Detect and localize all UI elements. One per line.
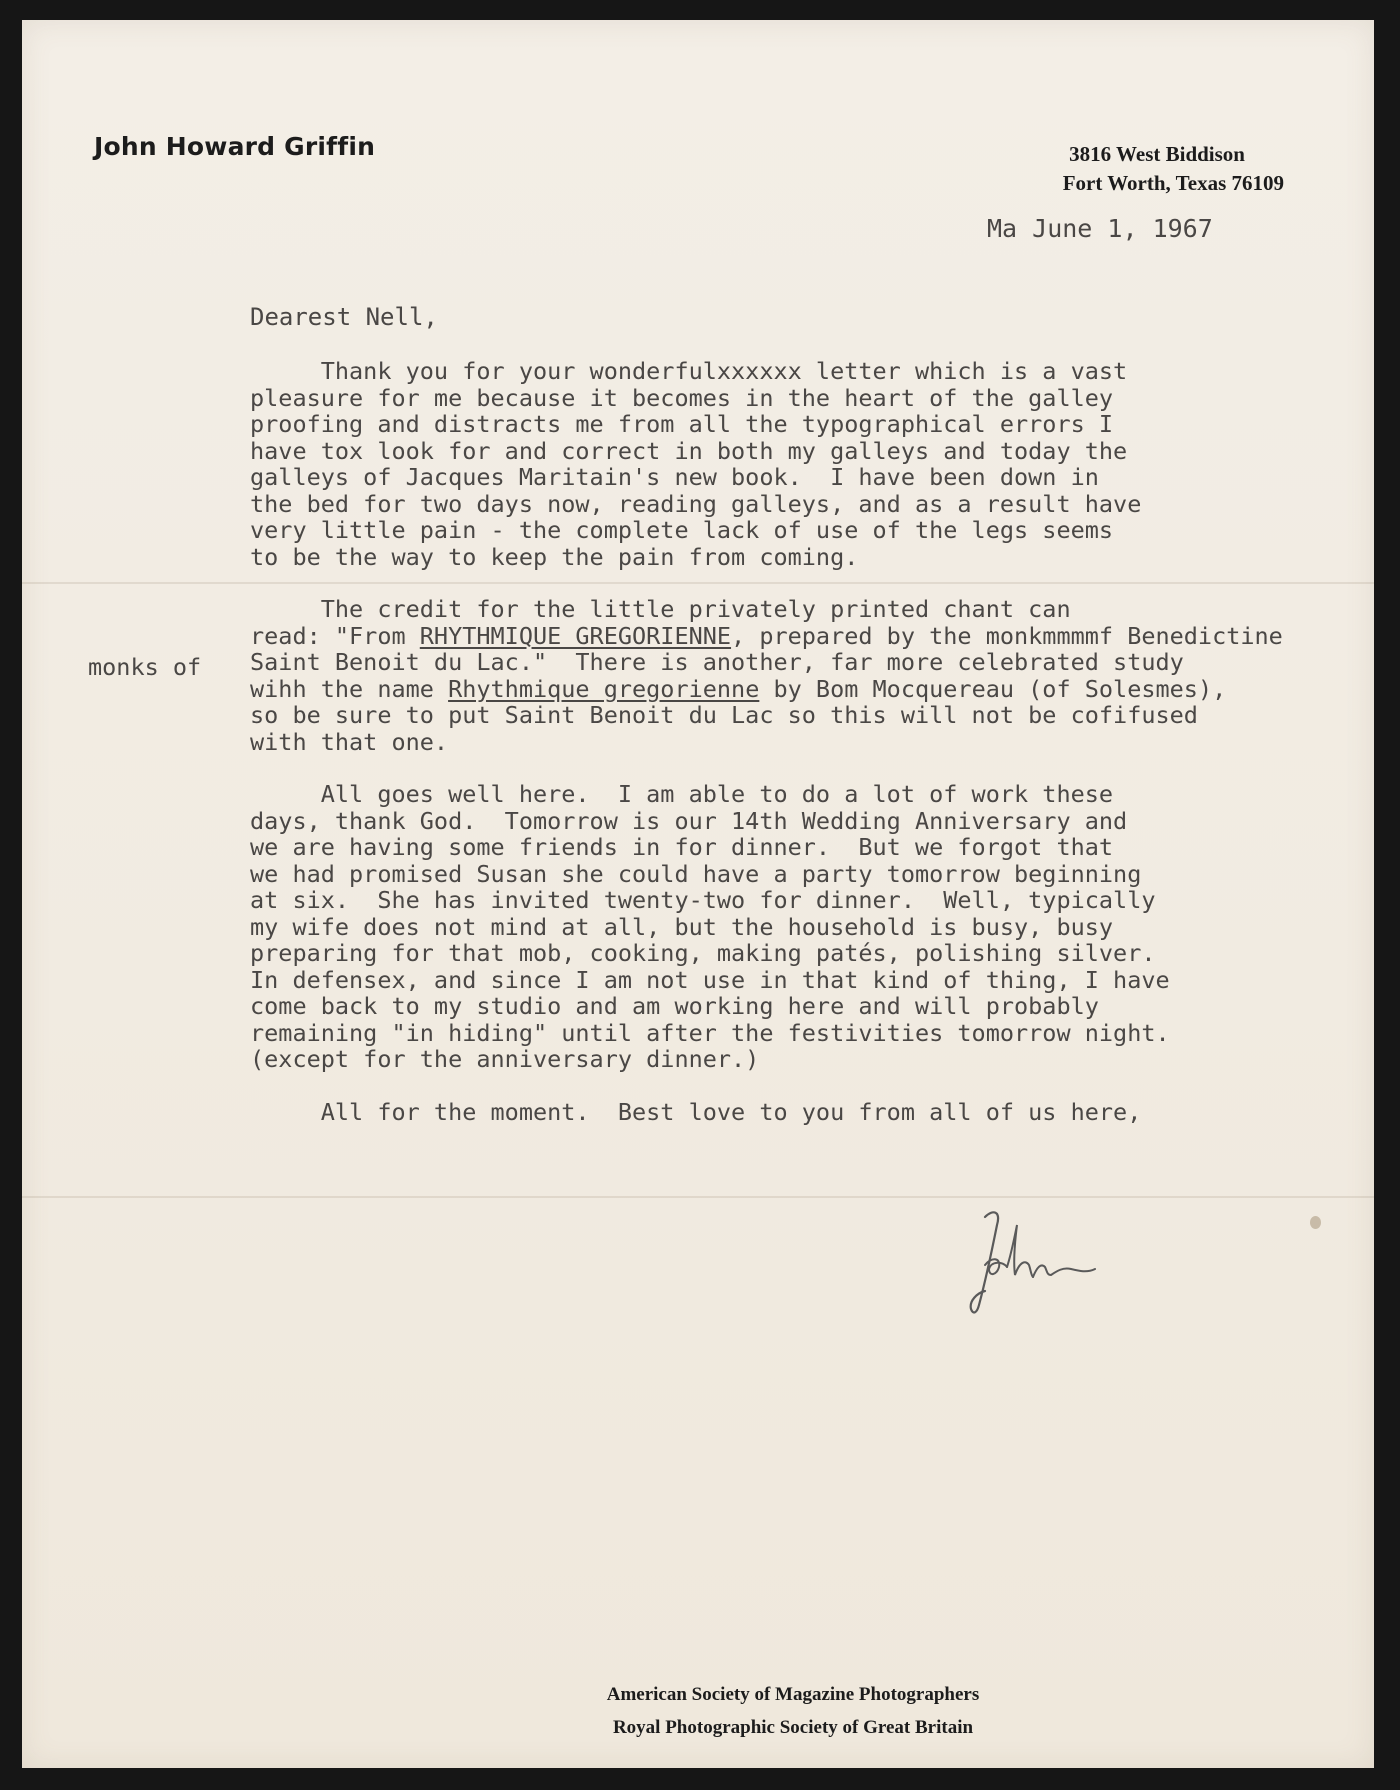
- footer-line-1: American Society of Magazine Photographers: [606, 1684, 980, 1705]
- body-line: [250, 676, 1283, 703]
- letter-sheet: [22, 20, 1374, 1768]
- line-text: by Bom Mocquereau (of Solesmes),: [759, 674, 1227, 703]
- body-line: come back to my studio and am working here and will probably: [250, 992, 1099, 1020]
- body-line: the bed for two days now, reading galleys, and as a result have: [250, 489, 1142, 518]
- closing: [250, 1099, 1283, 1126]
- body-line: we had promised Susan she could have a party tomorrow beginning: [250, 859, 1142, 888]
- body-line: Saint Benoit du Lac." There is another, far more celebrated study: [250, 648, 1184, 676]
- body-line: pleasure for me because it becomes in the heart of the galley: [250, 383, 1114, 412]
- body-line: proofing and distracts me from all the typographical errors I: [250, 410, 1114, 438]
- body-line: my wife does not mind at all, but the household is busy, busy: [250, 912, 1114, 941]
- address-line-2: Fort Worth, Texas 76109: [1062, 171, 1284, 195]
- body-line: so be sure to put Saint Benoit du Lac so this will not be cofifused: [250, 701, 1198, 729]
- letterhead-footer: [22, 1678, 1374, 1744]
- body-line: we are having some friends in for dinner. But we forgot that: [250, 833, 1114, 861]
- line-text: , prepared by the monkmmmmf Benedictine: [731, 621, 1283, 650]
- body-line: galleys of Jacques Maritain's new book. I have been down in: [250, 463, 1099, 491]
- line-text: wihh the name: [250, 674, 449, 703]
- letterhead-address: [1063, 140, 1284, 198]
- body-line: have tox look for and correct in both my galleys and today the: [250, 436, 1128, 465]
- body-line: [250, 623, 1283, 650]
- paragraph-1: [250, 358, 1283, 570]
- ink-smudge: [1310, 1216, 1321, 1229]
- body-line: The credit for the little privately printed chant can: [250, 595, 1071, 623]
- body-line: days, thank God. Tomorrow is our 14th Wedding Anniversary and: [250, 806, 1128, 835]
- body-line: with that one.: [250, 727, 449, 756]
- body-line: preparing for that mob, cooking, making patés, polishing silver.: [250, 939, 1156, 967]
- footer-line-2: Royal Photographic Society of Great Britain: [612, 1717, 974, 1738]
- body-line: remaining "in hiding" until after the festivities tomorrow night.: [250, 1018, 1170, 1047]
- closing-line: All for the moment. Best love to you from all of us here,: [250, 1097, 1142, 1126]
- address-line-1: 3816 West Biddison: [1069, 142, 1245, 166]
- body-line: All goes well here. I am able to do a lot of work these: [250, 780, 1114, 808]
- body-line: (except for the anniversary dinner.): [250, 1045, 760, 1073]
- letterhead-name: John Howard Griffin: [94, 132, 376, 161]
- letter-date: Ma June 1, 1967: [987, 214, 1213, 243]
- fold-line: [22, 1196, 1374, 1198]
- letter-body: [250, 358, 1283, 1151]
- salutation: Dearest Nell,: [250, 303, 438, 331]
- underlined-title: RHYTHMIQUE GREGORIENNE: [419, 621, 732, 650]
- body-line: Thank you for your wonderfulxxxxxx letter which is a vast: [250, 357, 1128, 385]
- signature: [967, 1205, 1107, 1325]
- margin-note: monks of: [88, 653, 202, 681]
- underlined-title: Rhythmique gregorienne: [448, 674, 760, 703]
- paragraph-2: [250, 596, 1283, 755]
- paragraph-3: [250, 781, 1283, 1073]
- body-line: very little pain - the complete lack of use of the legs seems: [250, 516, 1114, 544]
- body-line: at six. She has invited twenty-two for dinner. Well, typically: [250, 886, 1156, 914]
- body-line: to be the way to keep the pain from coming.: [250, 542, 859, 571]
- line-text: read: "From: [250, 621, 420, 650]
- body-line: In defensex, and since I am not use in that kind of thing, I have: [250, 965, 1170, 994]
